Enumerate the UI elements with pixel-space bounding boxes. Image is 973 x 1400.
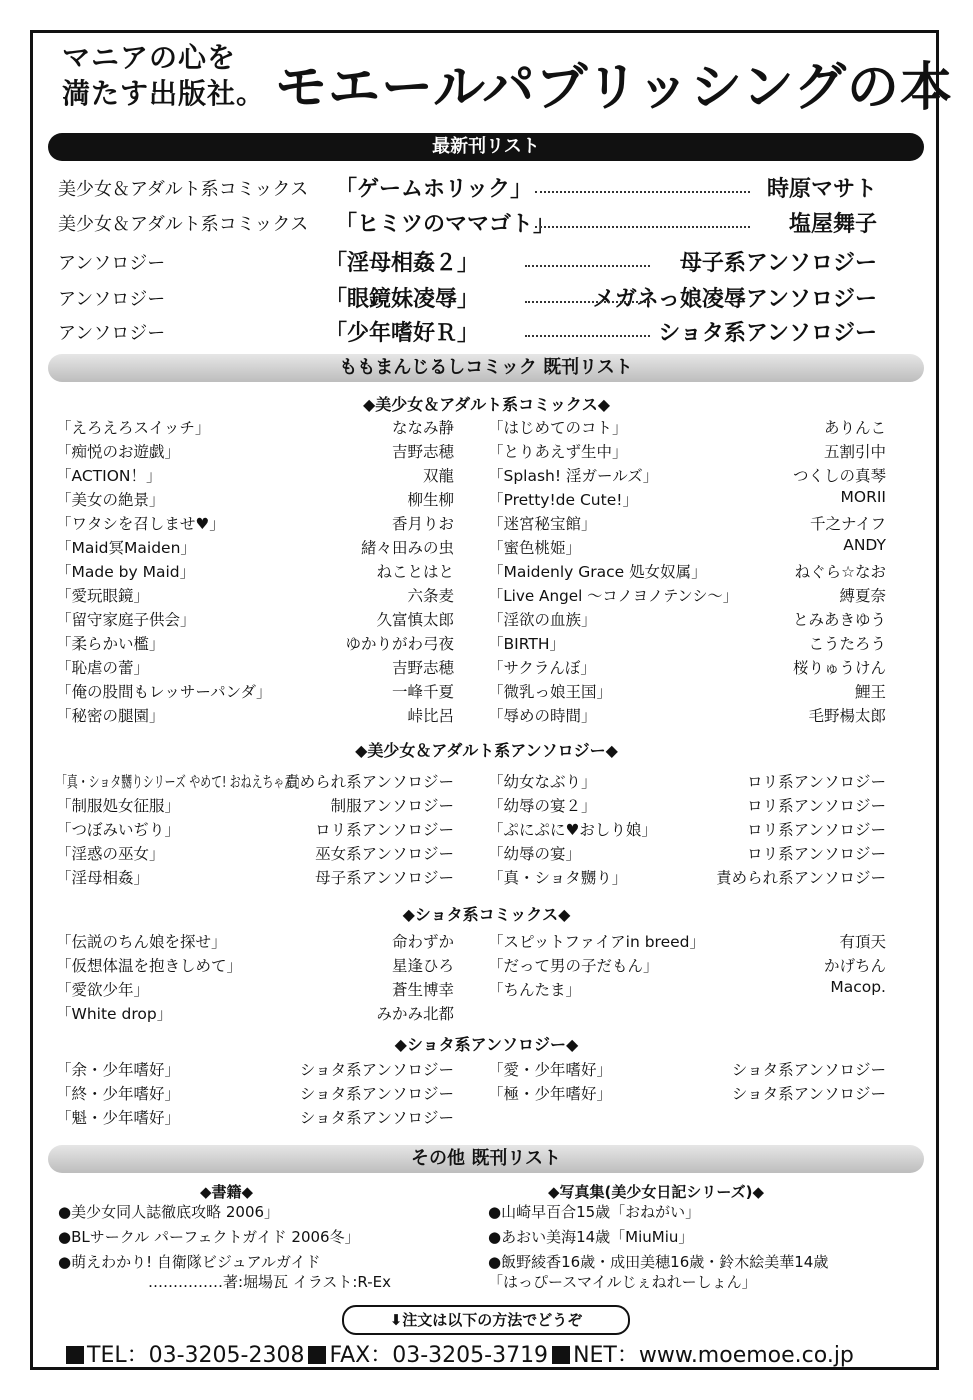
list-title: 「Maidenly Grace 処女奴属」 bbox=[488, 563, 707, 581]
list-title: 「制服処女征服」 bbox=[56, 797, 181, 815]
list-title: 「柔らかい檻」 bbox=[56, 635, 165, 653]
list-title: 「恥虐の蕾」 bbox=[56, 659, 150, 677]
list-title: 「蜜色桃姫」 bbox=[488, 539, 582, 557]
list-author: 制服アンソロジー bbox=[330, 797, 454, 815]
list-title: 「ぷにぷに♥おしり娘」 bbox=[488, 821, 657, 839]
list-author: 一峰千夏 bbox=[391, 683, 454, 701]
list-author: ショタ系アンソロジー bbox=[731, 1061, 886, 1079]
list-author: 縛夏奈 bbox=[839, 587, 886, 605]
latest-title: 「ヒミツのママゴト」 bbox=[335, 212, 556, 237]
list-title: 「迷宮秘宝館」 bbox=[488, 515, 597, 533]
list-title: 「つぼみいぢり」 bbox=[56, 821, 181, 839]
list-title: 「サクラんぼ」 bbox=[488, 659, 596, 677]
list-author: MORII bbox=[840, 488, 886, 506]
list-title: 「ワタシを召しませ♥」 bbox=[56, 515, 225, 533]
list-author: ロリ系アンソロジー bbox=[747, 773, 886, 791]
list-author: ゆかりがわ弓夜 bbox=[345, 635, 454, 653]
shota-anthologies-subheading: ◆ショタ系アンソロジー◆ bbox=[394, 1035, 579, 1054]
publisher-title: モエールパブリッシングの本 bbox=[275, 57, 953, 118]
list-title: 「真・ショタ嬲りシリーズ やめて! おねえちゃん」 bbox=[56, 773, 306, 791]
list-title: 「終・少年嗜好」 bbox=[56, 1085, 181, 1103]
photo-heading: ◆写真集(美少女日記シリーズ)◆ bbox=[548, 1183, 765, 1201]
fax: FAX：03-3205-3719 bbox=[329, 1343, 549, 1368]
net: NET：www.moemoe.co.jp bbox=[573, 1343, 854, 1368]
list-author: ショタ系アンソロジー bbox=[731, 1085, 886, 1103]
list-title: 「淫欲の血族」 bbox=[488, 611, 597, 629]
list-author: ロリ系アンソロジー bbox=[747, 821, 886, 839]
list-title: 「愛・少年嗜好」 bbox=[488, 1061, 613, 1079]
latest-author: 塩屋舞子 bbox=[788, 212, 877, 237]
list-title: 「幼辱の宴」 bbox=[488, 845, 582, 863]
list-title: 「痴悦のお遊戯」 bbox=[56, 443, 181, 461]
list-author: 吉野志穂 bbox=[391, 443, 454, 461]
book-item: ●BLサークル パーフェクトガイド 2006冬」 bbox=[58, 1228, 360, 1246]
list-title: 「余・少年嗜好」 bbox=[56, 1061, 181, 1079]
list-title: 「Pretty!de Cute!」 bbox=[488, 491, 638, 509]
list-author: Macop. bbox=[830, 978, 886, 996]
list-title: 「White drop」 bbox=[56, 1005, 173, 1023]
book-item: ●美少女同人誌徹底攻略 2006」 bbox=[58, 1203, 280, 1221]
photo-item: ●山崎早百合15歳「おねがい」 bbox=[488, 1203, 701, 1221]
list-author: ねぐら☆なお bbox=[794, 563, 886, 581]
list-title: 「魁・少年嗜好」 bbox=[56, 1109, 181, 1127]
list-title: 「愛玩眼鏡」 bbox=[56, 587, 150, 605]
list-title: 「幼辱の宴２」 bbox=[488, 797, 597, 815]
list-title: 「BIRTH」 bbox=[488, 635, 565, 653]
list-title: 「Made by Maid」 bbox=[56, 563, 196, 581]
photo-item: ●あおい美海14歳「MiuMiu」 bbox=[488, 1228, 694, 1246]
list-author: かげちん bbox=[823, 957, 886, 975]
latest-title: 「眼鏡妹凌辱」 bbox=[325, 287, 480, 312]
latest-category: 美少女＆アダルト系コミックス bbox=[58, 214, 309, 235]
list-author: ショタ系アンソロジー bbox=[299, 1061, 454, 1079]
list-author: 双龍 bbox=[422, 467, 454, 485]
latest-category: アンソロジー bbox=[58, 323, 166, 344]
list-title: 「Maid冥Maiden」 bbox=[56, 539, 196, 557]
list-author: 峠比呂 bbox=[407, 707, 454, 725]
list-title: 「微乳っ娘王国」 bbox=[488, 683, 613, 701]
latest-category: アンソロジー bbox=[58, 289, 166, 310]
list-title: 「だって男の子だもん」 bbox=[488, 957, 659, 975]
latest-heading-bar: 最新刊リスト bbox=[48, 133, 924, 161]
list-author: 香月りお bbox=[391, 515, 454, 533]
list-author: 毛野楊太郎 bbox=[808, 707, 886, 725]
list-title: 「スピットファイアin breed」 bbox=[488, 933, 705, 951]
comics-subheading: ◆美少女＆アダルト系コミックス◆ bbox=[362, 395, 610, 414]
tagline-line-1: マニアの心を bbox=[62, 41, 237, 74]
list-author: ロリ系アンソロジー bbox=[747, 797, 886, 815]
latest-category: 美少女＆アダルト系コミックス bbox=[58, 179, 309, 200]
list-title: 「Live Angel 〜コノヨノテンシ〜」 bbox=[488, 587, 738, 605]
list-author: ねことはと bbox=[376, 563, 454, 581]
list-author: 桜りゅうけん bbox=[792, 659, 886, 677]
leader-dots bbox=[535, 191, 750, 193]
list-author: みかみ北都 bbox=[376, 1005, 454, 1023]
list-author: 星逢ひろ bbox=[391, 957, 454, 975]
photo-item: 「はっぴースマイルじぇねれーしょん」 bbox=[488, 1273, 757, 1291]
list-author: 緒々田みの虫 bbox=[360, 539, 454, 557]
list-author: ANDY bbox=[843, 536, 886, 554]
list-author: ショタ系アンソロジー bbox=[299, 1109, 454, 1127]
latest-author: メガネっ娘凌辱アンソロジー bbox=[592, 287, 877, 312]
leader-dots bbox=[525, 301, 650, 303]
list-author: とみあきゆう bbox=[792, 611, 886, 629]
tel: TEL：03-3205-2308 bbox=[87, 1343, 305, 1368]
latest-title: 「少年嗜好Ｒ」 bbox=[325, 321, 480, 346]
list-author: こうたろう bbox=[808, 635, 886, 653]
books-heading: ◆書籍◆ bbox=[200, 1183, 254, 1201]
tagline-line-2: 満たす出版社。 bbox=[62, 77, 266, 110]
list-author: ショタ系アンソロジー bbox=[299, 1085, 454, 1103]
square-icon bbox=[552, 1346, 570, 1364]
leader-dots bbox=[525, 265, 650, 267]
backlist-heading-bar: ももまんじるしコミック 既刊リスト bbox=[48, 354, 924, 382]
list-author: 五割引中 bbox=[823, 443, 886, 461]
list-title: 「秘密の腿園」 bbox=[56, 707, 165, 725]
list-author: 吉野志穂 bbox=[391, 659, 454, 677]
list-author: 久富慎太郎 bbox=[376, 611, 454, 629]
latest-title: 「ゲームホリック」 bbox=[335, 177, 533, 202]
tagline bbox=[62, 40, 272, 112]
list-title: 「俺の股間もレッサーパンダ」 bbox=[56, 683, 272, 701]
list-author: 鯉王 bbox=[854, 683, 886, 701]
latest-category: アンソロジー bbox=[58, 253, 166, 274]
list-title: 「真・ショタ嬲り」 bbox=[488, 869, 628, 887]
list-author: ロリ系アンソロジー bbox=[747, 845, 886, 863]
anthologies-subheading: ◆美少女＆アダルト系アンソロジー◆ bbox=[355, 741, 618, 760]
list-author: ありんこ bbox=[823, 419, 886, 437]
list-author: 六条麦 bbox=[407, 587, 454, 605]
list-title: 「淫惑の巫女」 bbox=[56, 845, 165, 863]
list-author: 責められ系アンソロジー bbox=[716, 869, 886, 887]
list-author: 柳生柳 bbox=[407, 491, 454, 509]
latest-author: 母子系アンソロジー bbox=[679, 251, 877, 276]
list-author: 責められ系アンソロジー bbox=[284, 773, 454, 791]
list-author: ロリ系アンソロジー bbox=[315, 821, 454, 839]
square-icon bbox=[308, 1346, 326, 1364]
list-title: 「ACTION！」 bbox=[56, 467, 162, 485]
list-title: 「極・少年嗜好」 bbox=[488, 1085, 613, 1103]
list-title: 「美女の絶景」 bbox=[56, 491, 165, 509]
shota-comics-subheading: ◆ショタ系コミックス◆ bbox=[402, 905, 571, 924]
list-title: 「幼女なぶり」 bbox=[488, 773, 597, 791]
leader-dots bbox=[525, 335, 650, 337]
list-title: 「辱めの時間」 bbox=[488, 707, 597, 725]
list-title: 「愛欲少年」 bbox=[56, 981, 150, 999]
list-title: 「淫母相姦」 bbox=[56, 869, 150, 887]
book-credit: ……………著:堀場瓦 イラスト:R-Ex bbox=[148, 1273, 392, 1291]
list-author: 蒼生博幸 bbox=[391, 981, 454, 999]
list-title: 「仮想体温を抱きしめて」 bbox=[56, 957, 243, 975]
list-author: 命わずか bbox=[391, 933, 454, 951]
latest-title: 「淫母相姦２」 bbox=[325, 251, 480, 276]
latest-author: 時原マサト bbox=[766, 177, 877, 202]
list-title: 「留守家庭子供会」 bbox=[56, 611, 196, 629]
order-label: ⬇注文は以下の方法でどうぞ bbox=[342, 1305, 630, 1335]
latest-author: ショタ系アンソロジー bbox=[658, 321, 877, 346]
list-title: 「伝説のちん娘を探せ」 bbox=[56, 933, 227, 951]
list-title: 「ちんたま」 bbox=[488, 981, 582, 999]
square-icon bbox=[66, 1346, 84, 1364]
list-title: 「Splash! 淫ガールズ」 bbox=[488, 467, 659, 485]
photo-item: ●飯野綾香16歳・成田美穂16歳・鈴木絵美華14歳 bbox=[488, 1253, 829, 1271]
list-title: 「とりあえず生中」 bbox=[488, 443, 628, 461]
list-author: 母子系アンソロジー bbox=[315, 869, 454, 887]
leader-dots bbox=[535, 226, 750, 228]
list-title: 「えろえろスイッチ」 bbox=[56, 419, 211, 437]
book-item: ●萌えわかり! 自衛隊ビジュアルガイド bbox=[58, 1253, 321, 1271]
list-author: つくしの真琴 bbox=[792, 467, 886, 485]
list-author: 有頂天 bbox=[839, 933, 886, 951]
list-author: ななみ静 bbox=[391, 419, 454, 437]
other-heading-bar: その他 既刊リスト bbox=[48, 1145, 924, 1173]
list-author: 千之ナイフ bbox=[810, 515, 886, 533]
contact-line bbox=[66, 1338, 854, 1369]
list-author: 巫女系アンソロジー bbox=[315, 845, 454, 863]
list-title: 「はじめてのコト」 bbox=[488, 419, 628, 437]
